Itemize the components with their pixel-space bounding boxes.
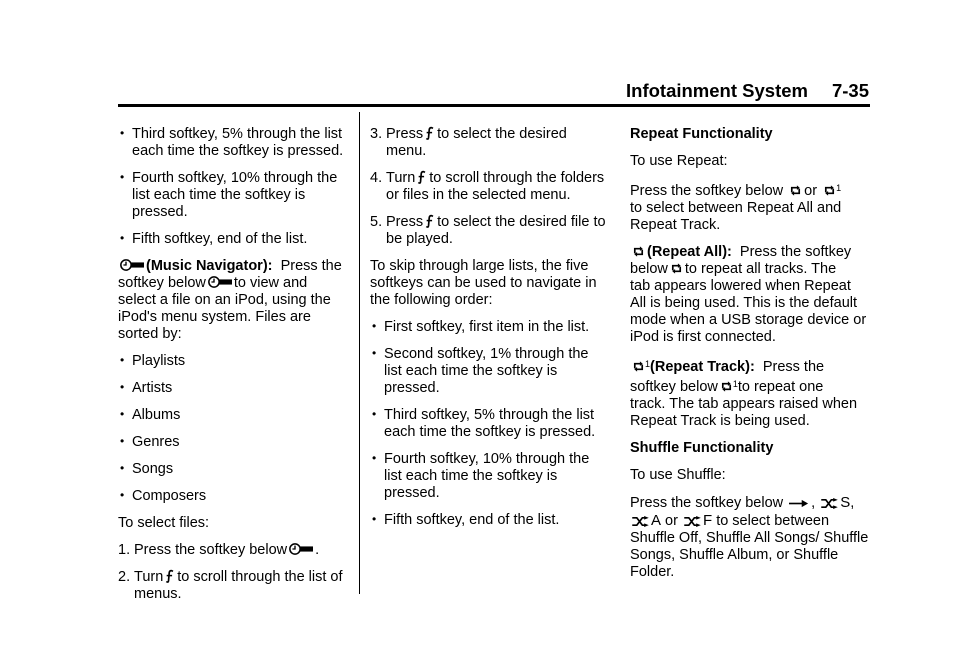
list-item: • First softkey, first item in the list. bbox=[372, 319, 590, 335]
repeat-track-paragraph: $^1$(Repeat Track): Press the softkey below $^1$to repeat one track. The tab appears raised when Repeat Track is being used. bbox=[630, 359, 858, 429]
column-divider bbox=[359, 112, 360, 594]
list-item: • Third softkey, 5% through the list each time the softkey is pressed. bbox=[372, 407, 596, 440]
music-navigator-icon bbox=[120, 258, 144, 272]
repeat-track-icon bbox=[720, 380, 733, 393]
page-number: 7-35 bbox=[831, 80, 869, 101]
list-item: • Artists bbox=[120, 380, 173, 396]
header-rule bbox=[118, 104, 870, 107]
music-navigator-icon bbox=[289, 542, 313, 556]
step-3: 3. Press to select the desired menu. bbox=[370, 126, 567, 159]
repeat-track-icon bbox=[632, 360, 645, 373]
list-item: • Playlists bbox=[120, 353, 186, 369]
list-item: • Albums bbox=[120, 407, 181, 423]
column-2 bbox=[370, 126, 610, 539]
shuffle-off-icon bbox=[789, 498, 809, 509]
to-use-repeat: To use Repeat: bbox=[630, 153, 728, 169]
repeat-track-icon bbox=[823, 184, 836, 197]
page-header bbox=[0, 80, 869, 102]
skip-paragraph: To skip through large lists, the five softkeys can be used to navigate in the following order: bbox=[370, 258, 597, 308]
repeat-all-icon bbox=[632, 245, 645, 258]
list-item: • Songs bbox=[120, 461, 174, 477]
tune-knob-icon bbox=[425, 214, 435, 228]
shuffle-paragraph: Press the softkey below , S, A or F to select between Shuffle Off, Shuffle All Songs/ Shuffle Songs, Shuffle Album, or Shuffle Folder. bbox=[630, 494, 869, 580]
shuffle-heading: Shuffle Functionality bbox=[630, 440, 774, 456]
shuffle-folder-icon bbox=[684, 516, 701, 527]
list-item: • Fourth softkey, 10% through the list each time the softkey is pressed. bbox=[120, 170, 338, 220]
repeat-all-paragraph: (Repeat All): Press the softkey below to repeat all tracks. The tab appears lowered when Repeat All is being used. This is the default mode when a USB storage device or iPod is first connected. bbox=[630, 244, 867, 345]
tune-knob-icon bbox=[425, 126, 435, 140]
column-1 bbox=[118, 126, 354, 613]
step-2: 2. Turn to scroll through the list of menus. bbox=[118, 569, 343, 602]
step-1: 1. Press the softkey below . bbox=[118, 542, 320, 558]
list-item: • Fifth softkey, end of the list. bbox=[120, 231, 308, 247]
list-item: • Composers bbox=[120, 488, 207, 504]
list-item: • Fifth softkey, end of the list. bbox=[372, 512, 560, 528]
list-item: • Second softkey, 1% through the list each time the softkey is pressed. bbox=[372, 346, 589, 396]
select-files-label: To select files: bbox=[118, 515, 210, 531]
section-title: Infotainment System bbox=[626, 80, 808, 101]
step-5: 5. Press to select the desired file to be played. bbox=[370, 214, 606, 247]
to-use-shuffle: To use Shuffle: bbox=[630, 467, 726, 483]
list-item: • Fourth softkey, 10% through the list each time the softkey is pressed. bbox=[372, 451, 590, 501]
repeat-all-icon bbox=[789, 184, 802, 197]
tune-knob-icon bbox=[417, 170, 427, 184]
shuffle-album-icon bbox=[632, 516, 649, 527]
music-navigator-paragraph: (Music Navigator): Press the softkey below to view and select a file on an iPod, using the iPod's menu system. Files are sorted by: bbox=[118, 258, 342, 342]
tune-knob-icon bbox=[165, 569, 175, 583]
column-3 bbox=[630, 126, 870, 591]
repeat-paragraph: Press the softkey below or $^1$ to select between Repeat All and Repeat Track. bbox=[630, 183, 842, 233]
step-4: 4. Turn to scroll through the folders or files in the selected menu. bbox=[370, 170, 605, 203]
repeat-heading: Repeat Functionality bbox=[630, 126, 773, 142]
repeat-all-icon bbox=[670, 262, 683, 275]
list-item: • Genres bbox=[120, 434, 180, 450]
list-item: • Third softkey, 5% through the list each time the softkey is pressed. bbox=[120, 126, 344, 159]
music-navigator-icon bbox=[208, 275, 232, 289]
shuffle-songs-icon bbox=[821, 498, 838, 509]
